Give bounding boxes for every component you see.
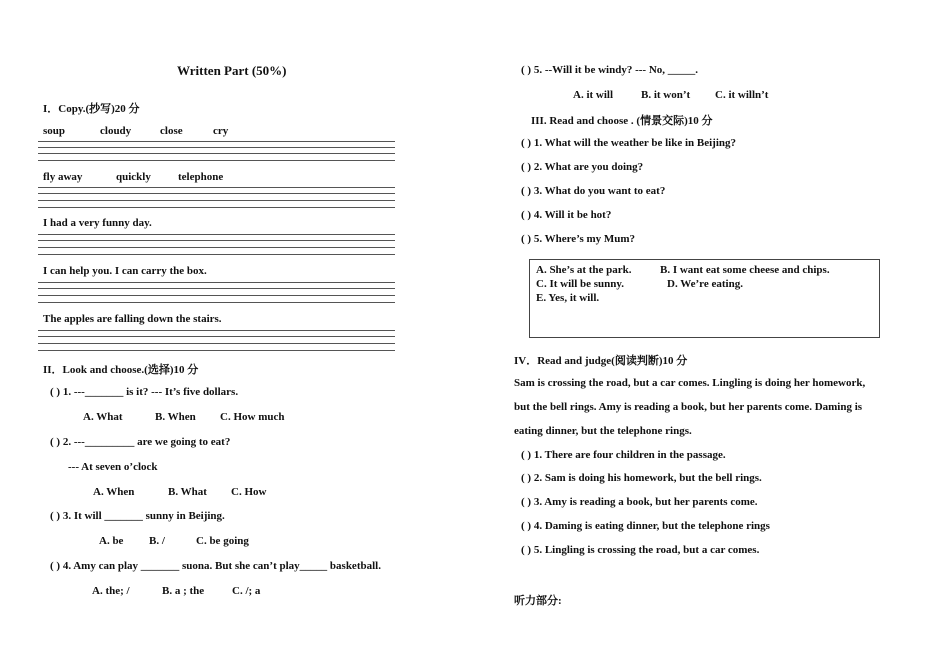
writing-line (38, 330, 395, 331)
writing-line (38, 247, 395, 248)
question-text: ( ) 2. What are you doing? (521, 161, 644, 173)
answer-option: B. I want eat some cheese and chips. (660, 264, 830, 276)
writing-line (38, 207, 395, 208)
writing-line (38, 193, 395, 194)
question-subtext: --- At seven o’clock (68, 461, 158, 473)
writing-line (38, 187, 395, 188)
copy-sentence: I had a very funny day. (43, 217, 152, 229)
question-text: ( ) 4. Amy can play _______ suona. But she can’t play_____ basketball. (50, 560, 381, 572)
option-c: C. be going (196, 535, 249, 547)
answer-option: E. Yes, it will. (536, 292, 600, 304)
writing-line (38, 336, 395, 337)
option-b: B. / (149, 535, 165, 547)
question-text: ( ) 3. What do you want to eat? (521, 185, 666, 197)
option-a: A. the; / (92, 585, 130, 597)
listening-heading: 听力部分: (514, 595, 562, 607)
question-text: ( ) 4. Will it be hot? (521, 209, 612, 221)
answer-option: C. It will be sunny. (536, 278, 625, 290)
answer-option: D. We’re eating. (667, 278, 743, 290)
section-4-heading: IV．Read and judge(阅读判断)10 分 (514, 355, 688, 367)
page-title: Written Part (50%) (177, 63, 287, 78)
writing-line (38, 282, 395, 283)
writing-line (38, 240, 395, 241)
judge-item: ( ) 4. Daming is eating dinner, but the telephone rings (521, 520, 770, 532)
judge-item: ( ) 1. There are four children in the passage. (521, 449, 726, 461)
copy-word: telephone (178, 171, 224, 183)
copy-sentence: The apples are falling down the stairs. (43, 313, 222, 325)
question-text: ( ) 2. ---_________ are we going to eat? (50, 436, 231, 448)
copy-word: fly away (43, 171, 83, 183)
option-a: A. What (83, 411, 123, 423)
copy-word: cloudy (100, 125, 132, 137)
copy-word: soup (43, 125, 66, 137)
passage-line: Sam is crossing the road, but a car comes. Lingling is doing her homework, (514, 377, 866, 389)
option-b: B. When (155, 411, 196, 423)
writing-line (38, 302, 395, 303)
section-2-heading: II．Look and choose.(选择)10 分 (43, 364, 199, 376)
judge-item: ( ) 2. Sam is doing his homework, but the bell rings. (521, 472, 762, 484)
question-text: ( ) 5. Where’s my Mum? (521, 233, 636, 245)
copy-word: close (160, 125, 183, 137)
writing-line (38, 288, 395, 289)
writing-line (38, 234, 395, 235)
writing-line (38, 295, 395, 296)
option-b: B. it won’t (641, 89, 691, 101)
writing-line (38, 343, 395, 344)
option-b: B. What (168, 486, 207, 498)
writing-line (38, 254, 395, 255)
writing-line (38, 147, 395, 148)
writing-line (38, 350, 395, 351)
option-c: C. /; a (232, 585, 261, 597)
option-c: C. How much (220, 411, 285, 423)
question-text: ( ) 3. It will _______ sunny in Beijing. (50, 510, 225, 522)
judge-item: ( ) 3. Amy is reading a book, but her parents come. (521, 496, 758, 508)
section-1-heading: I．Copy.(抄写)20 分 (43, 103, 140, 115)
section-3-heading: III. Read and choose . (情景交际)10 分 (531, 115, 713, 127)
passage-line: eating dinner, but the telephone rings. (514, 425, 692, 437)
question-text: ( ) 1. What will the weather be like in Beijing? (521, 137, 737, 149)
option-c: C. it willn’t (715, 89, 769, 101)
copy-word: cry (213, 125, 229, 137)
writing-line (38, 153, 395, 154)
writing-line (38, 200, 395, 201)
judge-item: ( ) 5. Lingling is crossing the road, but a car comes. (521, 544, 760, 556)
passage-line: but the bell rings. Amy is reading a book, but her parents come. Daming is (514, 401, 863, 413)
copy-word: quickly (116, 171, 151, 183)
copy-sentence: I can help you. I can carry the box. (43, 265, 207, 277)
option-a: A. be (99, 535, 124, 547)
question-text: ( ) 5. --Will it be windy? --- No, _____. (521, 64, 699, 76)
answer-option: A. She’s at the park. (536, 264, 632, 276)
option-c: C. How (231, 486, 267, 498)
option-a: A. When (93, 486, 135, 498)
writing-line (38, 160, 395, 161)
writing-line (38, 141, 395, 142)
option-b: B. a ; the (162, 585, 205, 597)
option-a: A. it will (573, 89, 614, 101)
question-text: ( ) 1. ---_______ is it? --- It’s five dollars. (50, 386, 239, 398)
